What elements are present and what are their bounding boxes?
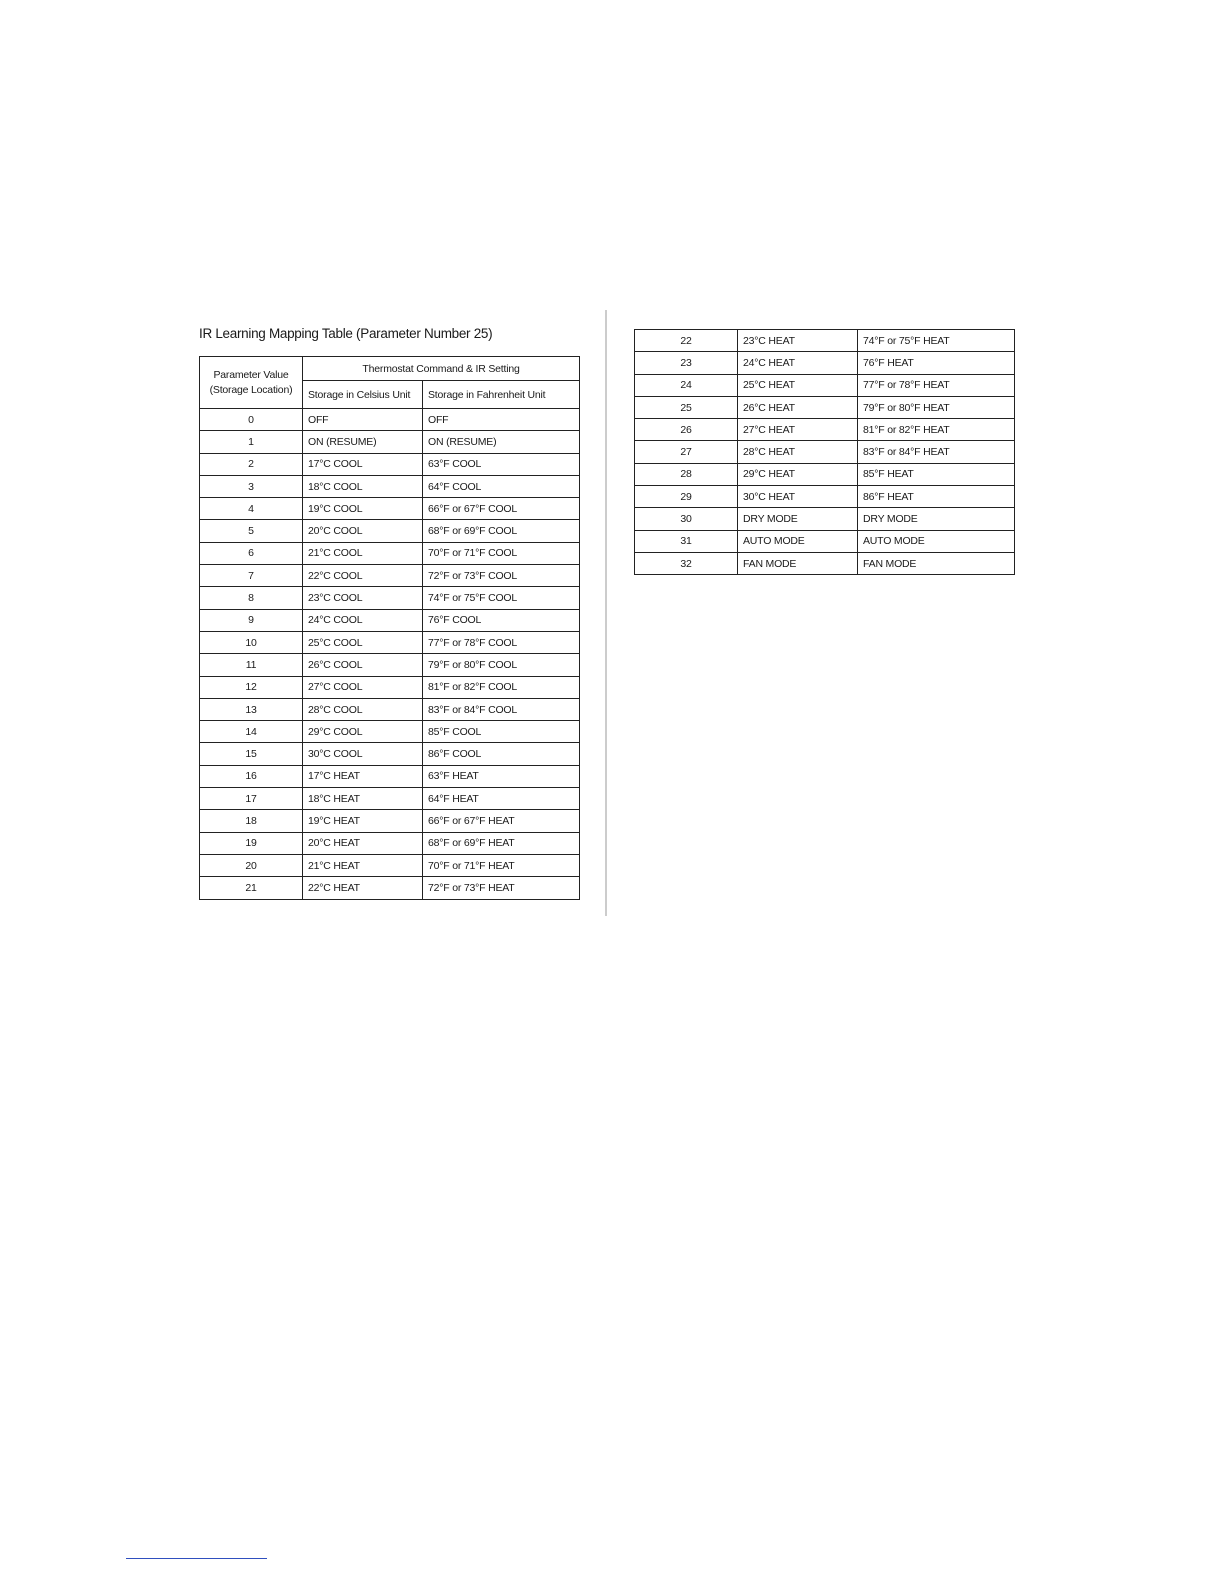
parameter-value-cell: 21 [200, 877, 303, 899]
fahrenheit-cell: 66°F or 67°F COOL [423, 498, 580, 520]
fahrenheit-cell: 79°F or 80°F HEAT [858, 396, 1015, 418]
fahrenheit-cell: 81°F or 82°F HEAT [858, 419, 1015, 441]
parameter-value-cell: 11 [200, 654, 303, 676]
fahrenheit-cell: AUTO MODE [858, 530, 1015, 552]
table-title: IR Learning Mapping Table (Parameter Number 25) [199, 326, 493, 341]
celsius-cell: 27°C HEAT [738, 419, 858, 441]
table-row [200, 810, 580, 832]
parameter-value-cell: 14 [200, 721, 303, 743]
parameter-value-cell: 13 [200, 698, 303, 720]
table-row [635, 530, 1015, 552]
celsius-cell: 18°C HEAT [303, 788, 423, 810]
celsius-cell: 19°C COOL [303, 498, 423, 520]
table-row [200, 631, 580, 653]
celsius-cell: FAN MODE [738, 552, 858, 574]
parameter-value-cell: 16 [200, 765, 303, 787]
fahrenheit-cell: 86°F COOL [423, 743, 580, 765]
celsius-cell: 30°C HEAT [738, 486, 858, 508]
celsius-cell: 21°C HEAT [303, 854, 423, 876]
celsius-cell: 26°C HEAT [738, 396, 858, 418]
celsius-cell: DRY MODE [738, 508, 858, 530]
fahrenheit-cell: DRY MODE [858, 508, 1015, 530]
fahrenheit-cell: 63°F HEAT [423, 765, 580, 787]
table-row [635, 374, 1015, 396]
table-row [200, 542, 580, 564]
thermostat-command-header: Thermostat Command & IR Setting [303, 357, 580, 381]
parameter-value-cell: 19 [200, 832, 303, 854]
table-row [200, 453, 580, 475]
parameter-value-header [200, 357, 303, 409]
fahrenheit-cell: OFF [423, 409, 580, 431]
fahrenheit-cell: 74°F or 75°F HEAT [858, 330, 1015, 352]
table-row [200, 409, 580, 431]
table-row [200, 721, 580, 743]
celsius-cell: 24°C COOL [303, 609, 423, 631]
celsius-cell: 28°C COOL [303, 698, 423, 720]
table-row [200, 698, 580, 720]
celsius-cell: 25°C HEAT [738, 374, 858, 396]
celsius-header: Storage in Celsius Unit [303, 381, 423, 409]
parameter-value-cell: 23 [635, 352, 738, 374]
celsius-cell: 29°C COOL [303, 721, 423, 743]
parameter-value-cell: 10 [200, 631, 303, 653]
parameter-value-cell: 28 [635, 463, 738, 485]
parameter-value-cell: 15 [200, 743, 303, 765]
table-row [635, 419, 1015, 441]
celsius-cell: ON (RESUME) [303, 431, 423, 453]
fahrenheit-cell: 68°F or 69°F COOL [423, 520, 580, 542]
table-row [200, 765, 580, 787]
fahrenheit-cell: 81°F or 82°F COOL [423, 676, 580, 698]
table-row [200, 431, 580, 453]
parameter-value-cell: 31 [635, 530, 738, 552]
celsius-cell: 21°C COOL [303, 542, 423, 564]
parameter-value-cell: 29 [635, 486, 738, 508]
table-row [635, 352, 1015, 374]
mapping-table-right [634, 329, 1015, 575]
parameter-value-cell: 8 [200, 587, 303, 609]
fahrenheit-cell: 79°F or 80°F COOL [423, 654, 580, 676]
fahrenheit-cell: 85°F HEAT [858, 463, 1015, 485]
parameter-value-cell: 7 [200, 565, 303, 587]
parameter-value-cell: 20 [200, 854, 303, 876]
parameter-value-cell: 4 [200, 498, 303, 520]
fahrenheit-cell: ON (RESUME) [423, 431, 580, 453]
celsius-cell: 28°C HEAT [738, 441, 858, 463]
table-row [200, 565, 580, 587]
table-row [635, 441, 1015, 463]
celsius-cell: 18°C COOL [303, 475, 423, 497]
mapping-table-right-body [635, 330, 1015, 575]
celsius-cell: 20°C HEAT [303, 832, 423, 854]
table-row [200, 475, 580, 497]
celsius-cell: 25°C COOL [303, 631, 423, 653]
parameter-value-header-line1: Parameter Value [213, 368, 289, 381]
parameter-value-cell: 12 [200, 676, 303, 698]
table-row [635, 330, 1015, 352]
celsius-cell: AUTO MODE [738, 530, 858, 552]
mapping-table-left [199, 356, 580, 900]
table-row [200, 788, 580, 810]
celsius-cell: 24°C HEAT [738, 352, 858, 374]
fahrenheit-cell: 66°F or 67°F HEAT [423, 810, 580, 832]
table-row [200, 743, 580, 765]
fahrenheit-cell: 83°F or 84°F HEAT [858, 441, 1015, 463]
fahrenheit-cell: 86°F HEAT [858, 486, 1015, 508]
fahrenheit-cell: 63°F COOL [423, 453, 580, 475]
parameter-value-cell: 6 [200, 542, 303, 564]
parameter-value-header-line2: (Storage Location) [209, 383, 293, 396]
fahrenheit-cell: 76°F HEAT [858, 352, 1015, 374]
celsius-cell: 17°C COOL [303, 453, 423, 475]
fahrenheit-cell: 85°F COOL [423, 721, 580, 743]
parameter-value-cell: 27 [635, 441, 738, 463]
celsius-cell: 22°C HEAT [303, 877, 423, 899]
fahrenheit-cell: 72°F or 73°F COOL [423, 565, 580, 587]
celsius-cell: 19°C HEAT [303, 810, 423, 832]
fahrenheit-cell: 70°F or 71°F HEAT [423, 854, 580, 876]
fahrenheit-cell: 64°F COOL [423, 475, 580, 497]
table-row [200, 854, 580, 876]
table-row [200, 609, 580, 631]
table-row [635, 396, 1015, 418]
parameter-value-cell: 32 [635, 552, 738, 574]
fahrenheit-cell: 64°F HEAT [423, 788, 580, 810]
table-row [635, 508, 1015, 530]
celsius-cell: OFF [303, 409, 423, 431]
celsius-cell: 23°C COOL [303, 587, 423, 609]
parameter-value-cell: 24 [635, 374, 738, 396]
table-row [200, 676, 580, 698]
table-row [635, 552, 1015, 574]
column-divider [605, 310, 607, 916]
fahrenheit-cell: FAN MODE [858, 552, 1015, 574]
footnote-separator [126, 1558, 267, 1559]
parameter-value-cell: 26 [635, 419, 738, 441]
table-row [200, 520, 580, 542]
celsius-cell: 29°C HEAT [738, 463, 858, 485]
fahrenheit-cell: 77°F or 78°F COOL [423, 631, 580, 653]
celsius-cell: 26°C COOL [303, 654, 423, 676]
table-row [200, 498, 580, 520]
parameter-value-cell: 17 [200, 788, 303, 810]
fahrenheit-header: Storage in Fahrenheit Unit [423, 381, 580, 409]
parameter-value-cell: 3 [200, 475, 303, 497]
parameter-value-cell: 25 [635, 396, 738, 418]
celsius-cell: 22°C COOL [303, 565, 423, 587]
parameter-value-cell: 1 [200, 431, 303, 453]
fahrenheit-cell: 76°F COOL [423, 609, 580, 631]
celsius-cell: 30°C COOL [303, 743, 423, 765]
celsius-cell: 20°C COOL [303, 520, 423, 542]
fahrenheit-cell: 77°F or 78°F HEAT [858, 374, 1015, 396]
celsius-cell: 23°C HEAT [738, 330, 858, 352]
parameter-value-cell: 22 [635, 330, 738, 352]
celsius-cell: 27°C COOL [303, 676, 423, 698]
table-row [200, 654, 580, 676]
fahrenheit-cell: 70°F or 71°F COOL [423, 542, 580, 564]
parameter-value-cell: 5 [200, 520, 303, 542]
mapping-table-left-body [200, 409, 580, 900]
parameter-value-cell: 9 [200, 609, 303, 631]
parameter-value-cell: 2 [200, 453, 303, 475]
fahrenheit-cell: 74°F or 75°F COOL [423, 587, 580, 609]
table-row [200, 877, 580, 899]
fahrenheit-cell: 72°F or 73°F HEAT [423, 877, 580, 899]
table-row [635, 463, 1015, 485]
fahrenheit-cell: 68°F or 69°F HEAT [423, 832, 580, 854]
table-row [200, 832, 580, 854]
parameter-value-cell: 0 [200, 409, 303, 431]
celsius-cell: 17°C HEAT [303, 765, 423, 787]
parameter-value-cell: 18 [200, 810, 303, 832]
table-row [200, 587, 580, 609]
fahrenheit-cell: 83°F or 84°F COOL [423, 698, 580, 720]
parameter-value-cell: 30 [635, 508, 738, 530]
table-row [635, 486, 1015, 508]
